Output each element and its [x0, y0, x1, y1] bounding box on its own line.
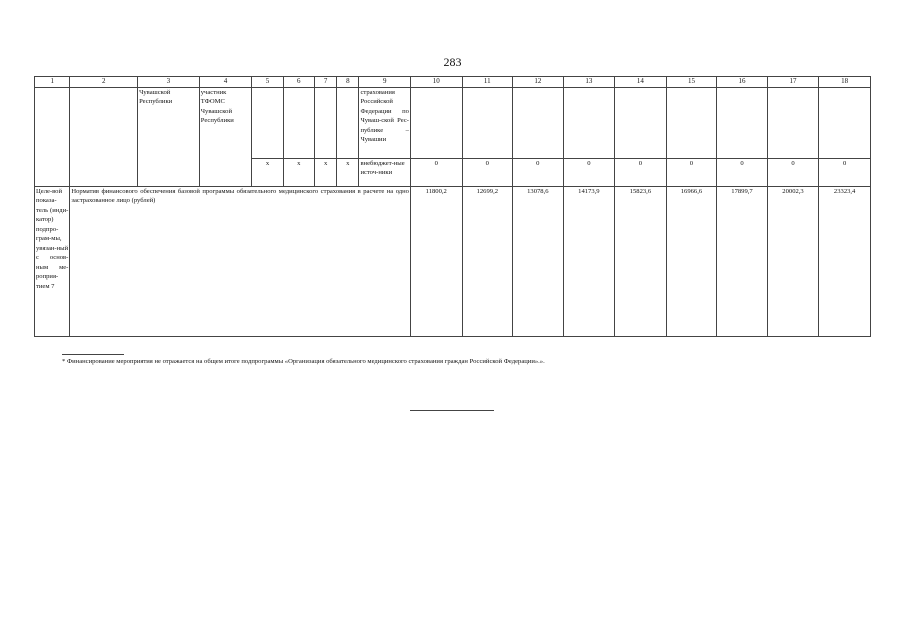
funding-source-cell: страхования Российской Федерации по Чуваш-ской Рес-публике – Чувашии [359, 87, 411, 158]
indicator-row [35, 186, 871, 336]
value-cell: 11800,2 [410, 186, 462, 336]
value-cell: 15823,6 [615, 186, 667, 336]
header-cell: 2 [70, 77, 138, 88]
value-cell: 12699,2 [462, 186, 513, 336]
header-cell: 17 [767, 77, 819, 88]
code-cell: x [252, 158, 283, 186]
empty-cell [283, 87, 314, 158]
header-cell: 11 [462, 77, 513, 88]
value-cell: 0 [767, 158, 819, 186]
value-cell: 17899,7 [717, 186, 768, 336]
header-cell: 3 [138, 77, 200, 88]
empty-cell [462, 87, 513, 158]
funding-source-cell: внебюджет-ные источ-ники [359, 158, 411, 186]
participant-cell: участник ТФОМС Чувашской Республики [199, 87, 252, 186]
continuation-row [35, 87, 871, 158]
empty-cell [666, 87, 717, 158]
value-cell: 20002,3 [767, 186, 819, 336]
footnote: * Финансирование мероприятия не отражается на общем итоге подпрограммы «Организация обязательного медицинского страхования граждан Российской Федерации».». [62, 358, 545, 365]
empty-cell [35, 87, 70, 186]
value-cell: 0 [615, 158, 667, 186]
value-cell: 14173,9 [563, 186, 615, 336]
header-row [35, 77, 871, 88]
empty-cell [252, 87, 283, 158]
value-cell: 0 [666, 158, 717, 186]
empty-cell [410, 87, 462, 158]
value-cell: 0 [462, 158, 513, 186]
empty-cell [615, 87, 667, 158]
empty-cell [70, 87, 138, 186]
header-cell: 14 [615, 77, 667, 88]
header-cell: 10 [410, 77, 462, 88]
empty-cell [717, 87, 768, 158]
header-cell: 8 [337, 77, 359, 88]
header-cell: 16 [717, 77, 768, 88]
value-cell: 0 [410, 158, 462, 186]
empty-cell [563, 87, 615, 158]
empty-cell [767, 87, 819, 158]
footnote-divider [62, 354, 124, 355]
empty-cell [314, 87, 336, 158]
value-cell: 16966,6 [666, 186, 717, 336]
indicator-label-cell: Целе-вой показа-тель (инди-катор) подпро-грам-мы, увязан-ный с основ-ным ме-роприя-тием 7 [35, 186, 70, 336]
value-cell: 13078,6 [513, 186, 564, 336]
indicator-table [34, 76, 871, 337]
header-cell: 5 [252, 77, 283, 88]
code-cell: x [337, 158, 359, 186]
empty-cell [513, 87, 564, 158]
header-cell: 6 [283, 77, 314, 88]
code-cell: x [283, 158, 314, 186]
header-cell: 1 [35, 77, 70, 88]
value-cell: 0 [513, 158, 564, 186]
header-cell: 12 [513, 77, 564, 88]
empty-cell [819, 87, 871, 158]
value-cell: 0 [563, 158, 615, 186]
end-of-document-rule [410, 410, 494, 411]
responsible-executor-cell: Чувашской Республики [138, 87, 200, 186]
code-cell: x [314, 158, 336, 186]
header-cell: 18 [819, 77, 871, 88]
empty-cell [337, 87, 359, 158]
header-cell: 7 [314, 77, 336, 88]
value-cell: 23323,4 [819, 186, 871, 336]
header-cell: 13 [563, 77, 615, 88]
header-cell: 4 [199, 77, 252, 88]
value-cell: 0 [717, 158, 768, 186]
header-cell: 15 [666, 77, 717, 88]
header-cell: 9 [359, 77, 411, 88]
page-number: 283 [443, 55, 462, 69]
indicator-description-cell: Норматив финансового обеспечения базовой программы обязательного медицинского страхования в расчете на одно застрахованное лицо (рублей) [70, 186, 411, 336]
value-cell: 0 [819, 158, 871, 186]
